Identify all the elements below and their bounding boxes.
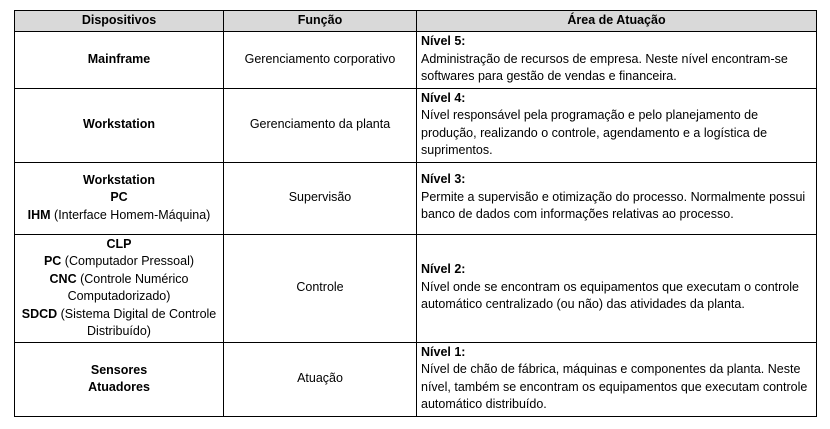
devices-cell [15, 162, 224, 234]
level-label: Nível 1: [421, 344, 466, 359]
device-entry: Atuadores [88, 380, 150, 394]
table-row-level-4 [15, 88, 817, 162]
area-description: Nível onde se encontram os equipamentos que executam o controle automático centralizado (ou não) das atividades da planta. [421, 279, 800, 312]
area-description: Permite a supervisão e otimização do processo. Normalmente possui banco de dados com informações relativas ao processo. [421, 189, 806, 222]
device-entry: Workstation [83, 172, 155, 187]
table-row-level-1 [15, 342, 817, 416]
header-devices: Dispositivos [15, 11, 224, 32]
level-label: Nível 3: [421, 172, 466, 187]
device-entry: CLP [106, 236, 132, 251]
device-entry: Workstation [83, 117, 155, 132]
device-entry: Mainframe [87, 52, 151, 66]
device-entry: CNC (Controle Numérico Computadorizado) [49, 271, 189, 303]
automation-pyramid-table [14, 10, 817, 417]
area-cell [417, 32, 817, 89]
devices-cell [15, 32, 224, 89]
function-cell: Supervisão [224, 162, 417, 234]
table-row-level-2 [15, 234, 817, 342]
level-label: Nível 2: [421, 262, 466, 277]
level-label: Nível 5: [421, 34, 466, 48]
area-cell [417, 88, 817, 162]
devices-cell [15, 342, 224, 416]
device-entry: IHM (Interface Homem-Máquina) [27, 207, 211, 222]
devices-cell [15, 88, 224, 162]
device-entry: PC (Computador Pressoal) [43, 254, 195, 268]
function-cell: Gerenciamento corporativo [224, 32, 417, 89]
function-cell: Atuação [224, 342, 417, 416]
area-cell [417, 342, 817, 416]
device-entry: SDCD (Sistema Digital de Controle Distribuído) [21, 306, 217, 338]
device-entry: Sensores [90, 362, 148, 377]
header-area: Área de Atuação [417, 11, 817, 32]
function-cell: Gerenciamento da planta [224, 88, 417, 162]
area-description: Nível responsável pela programação e pelo planejamento de produção, realizando o controle, agendamento e a logística de suprimentos. [421, 108, 768, 157]
table-row-level-5 [15, 32, 817, 89]
device-entry: PC [110, 190, 128, 205]
area-description: Administração de recursos de empresa. Neste nível encontram-se softwares para gestão de vendas e financeira. [421, 51, 788, 83]
header-row [15, 11, 817, 32]
level-label: Nível 4: [421, 90, 466, 105]
function-cell: Controle [224, 234, 417, 342]
area-description: Nível de chão de fábrica, máquinas e componentes da planta. Neste nível, também se encontram os equipamentos que executam controle automático distribuído. [421, 362, 808, 411]
header-function: Função [224, 11, 417, 32]
table-header [15, 11, 817, 32]
table-row-level-3 [15, 162, 817, 234]
devices-cell [15, 234, 224, 342]
area-cell [417, 162, 817, 234]
area-cell [417, 234, 817, 342]
